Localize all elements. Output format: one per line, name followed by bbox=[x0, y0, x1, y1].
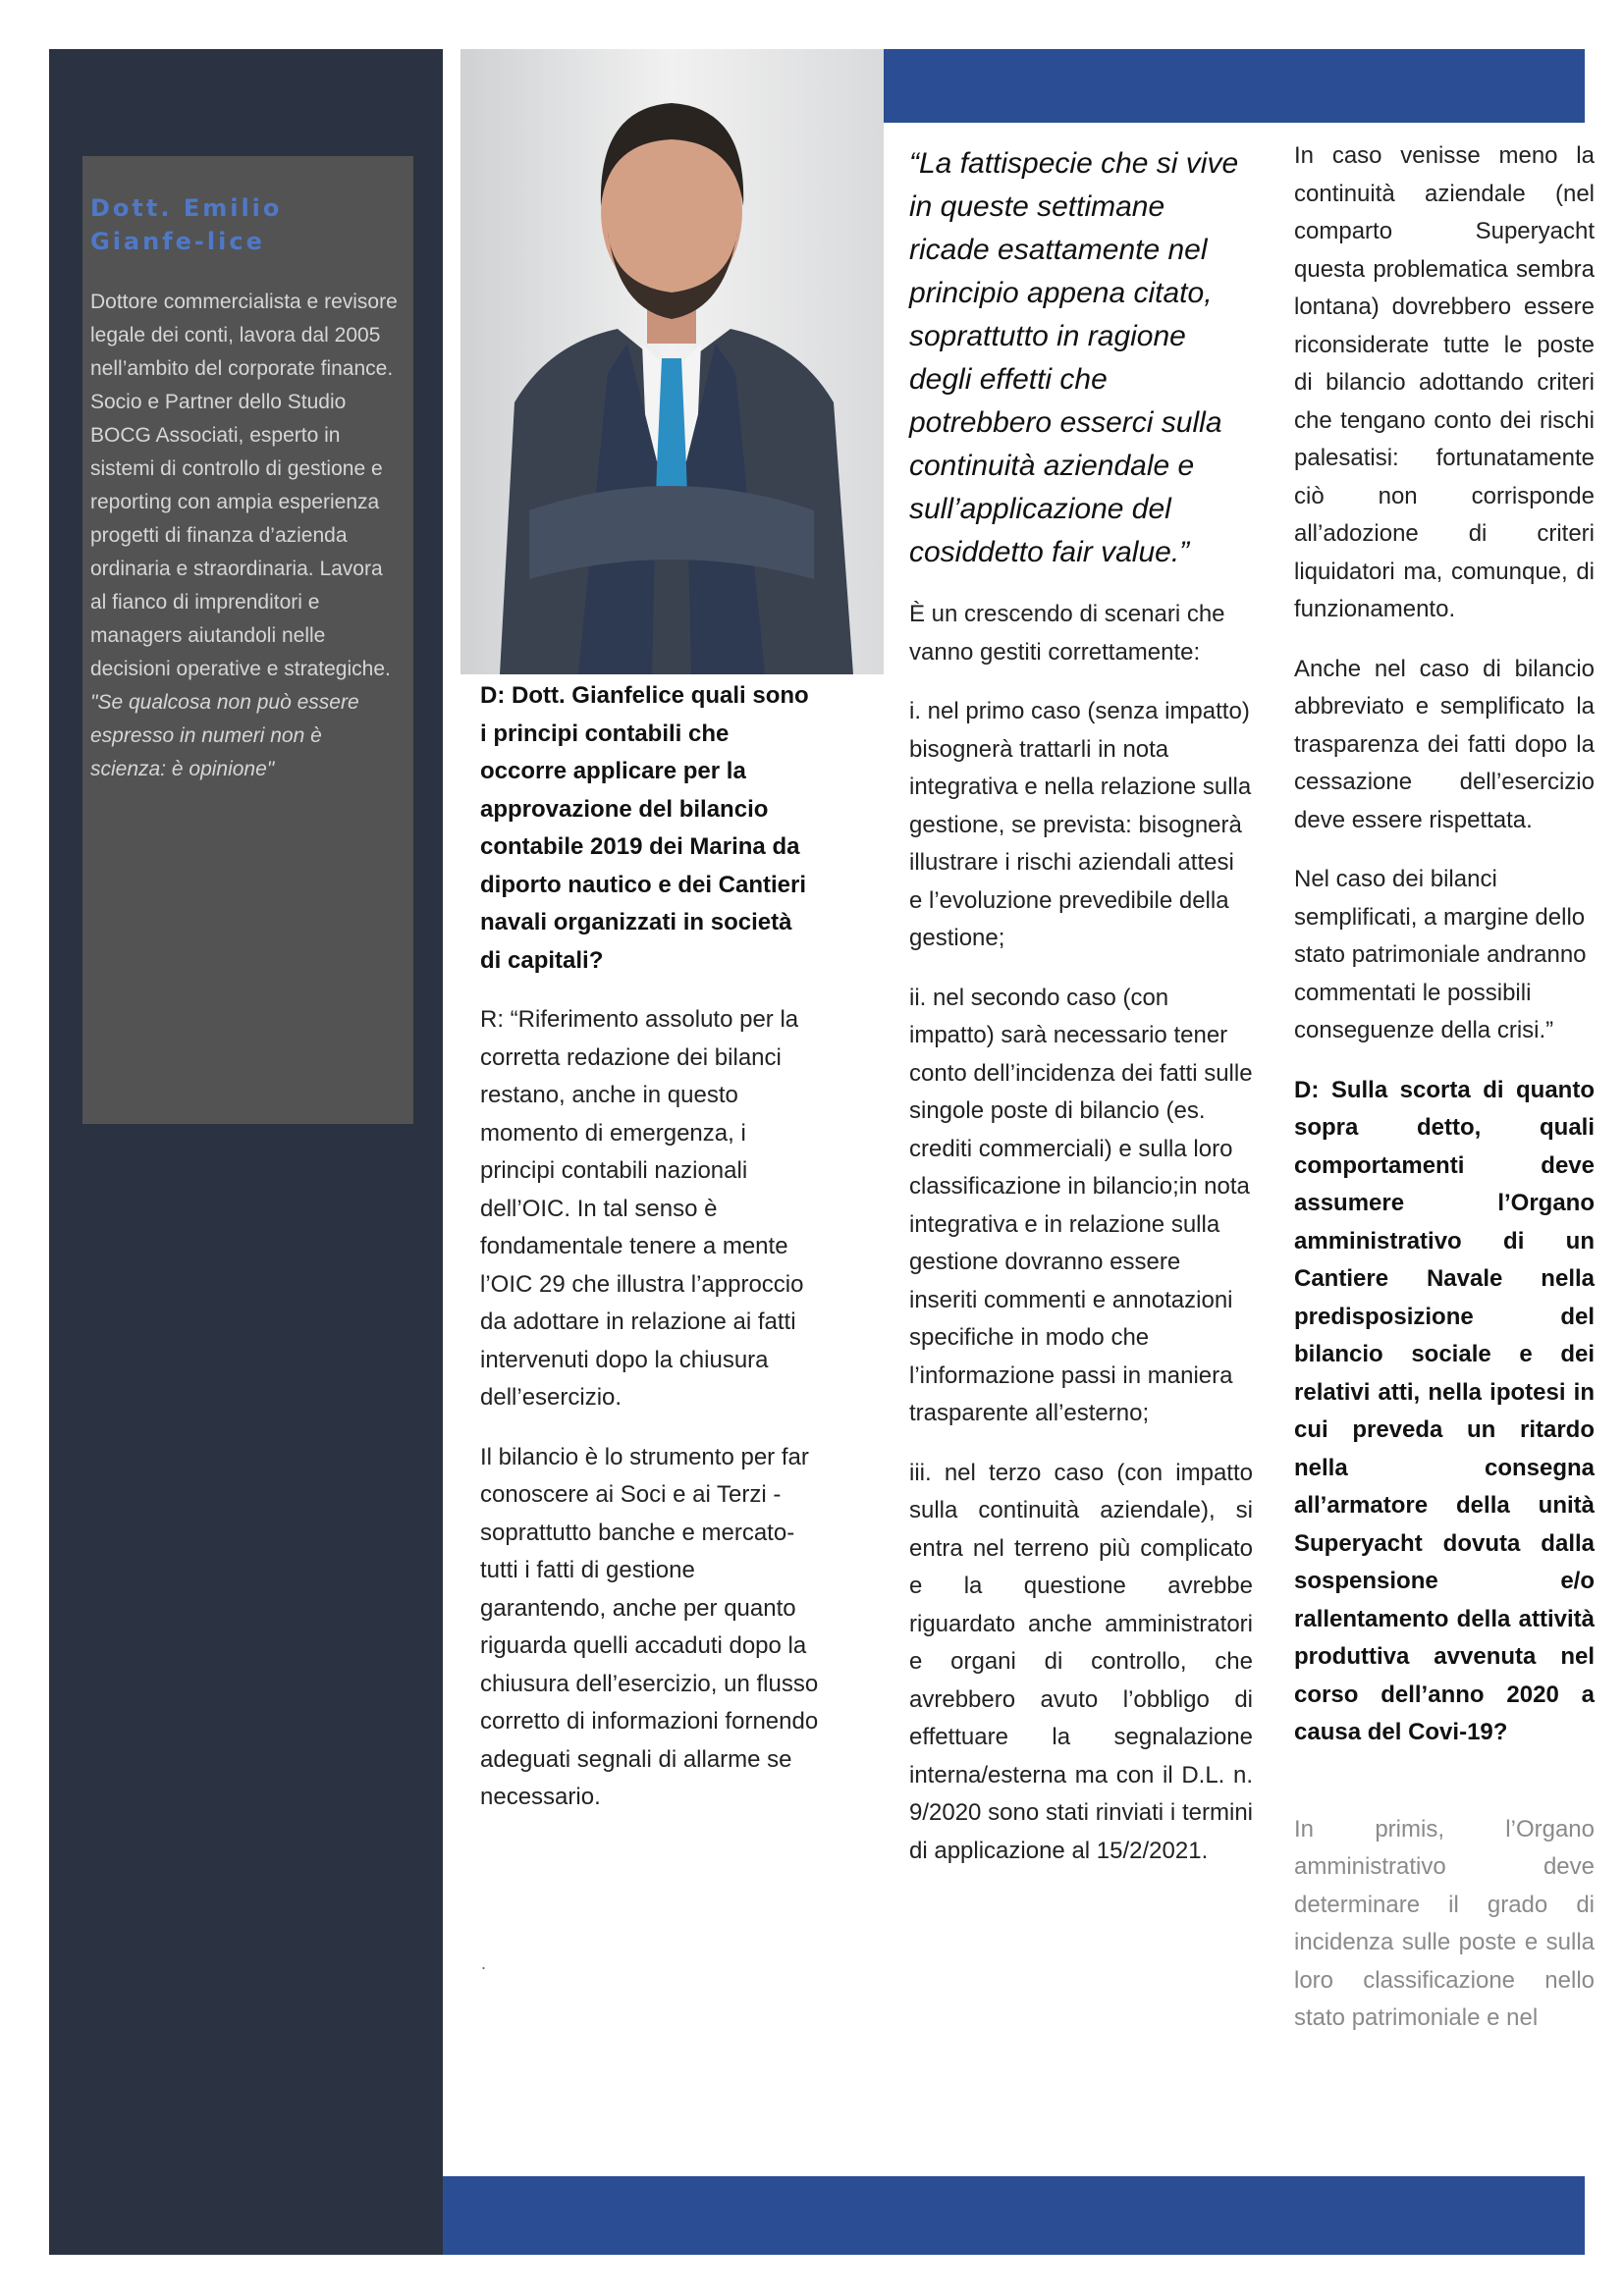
author-name: Dott. Emilio Gianfe-lice bbox=[90, 194, 283, 255]
interview-question-1: D: Dott. Gianfelice quali sono i principi contabili che occorre applicare per la approvazione del bilancio contabile 2019 dei Marina da diporto nautico e dei Cantieri navali organizzati in società di capitali? bbox=[480, 682, 809, 974]
column-1 bbox=[480, 677, 819, 1839]
author-quote: "Se qualcosa non può essere espresso in numeri non è scienza: è opinione" bbox=[90, 691, 359, 780]
scenario-item: iii. nel terzo caso (con impatto sulla continuità aziendale), si entra nel terreno più complicato e la questione avrebbe riguardato anche amministratori e organi di controllo, che avrebbero avuto l’obbligo di effettuare la segnalazione interna/esterna ma con il D.L. n. 9/2020 sono stati rinviati i termini di applicazione al 15/2/2021. bbox=[909, 1459, 1253, 1864]
header-accent-band bbox=[884, 49, 1585, 123]
answer-paragraph: Anche nel caso di bilancio abbreviato e semplificato la trasparenza dei fatti dopo la cessazione dell’esercizio deve essere rispettata. bbox=[1294, 655, 1595, 833]
answer-paragraph: Il bilancio è lo strumento per far conoscere ai Soci e ai Terzi -soprattutto banche e mercato- tutti i fatti di gestione garantendo, anche per quanto riguarda quelli accaduti dopo la chiusura dell’esercizio, un flusso corretto di informazioni fornendo adeguati segnali di allarme se necessario. bbox=[480, 1443, 819, 1810]
author-photo bbox=[460, 49, 884, 674]
stray-dot: . bbox=[481, 1953, 487, 1973]
portrait-illustration bbox=[460, 49, 884, 674]
author-bio: Dottore commercialista e revisore legale dei conti, lavora dal 2005 nell’ambito del corporate finance. Socio e Partner dello Studio BOCG Associati, esperto in sistemi di controllo di gestione e reporting con ampia esperienza progetti di finanza d’azienda ordinaria e straordinaria. Lavora al fianco di imprenditori e managers aiutandoli nelle decisioni operative e strategiche. bbox=[90, 291, 398, 680]
scenario-item: ii. nel secondo caso (con impatto) sarà necessario tener conto dell’incidenza dei fatti sulle singole poste di bilancio (es. crediti commerciali) e sulla loro classificazione in bilancio;in nota integrativa e in relazione sulla gestione dovranno essere inseriti commenti e annotazioni specifiche in modo che l’informazione passi in maniera trasparente all’esterno; bbox=[909, 984, 1253, 1426]
column-2 bbox=[909, 142, 1253, 1892]
scenario-item: i. nel primo caso (senza impatto) bisognerà trattarli in nota integrativa e nella relazione sulla gestione, se prevista: bisognerà illustrare i rischi aziendali attesi e l’evoluzione prevedibile della gestione; bbox=[909, 698, 1252, 951]
scenarios-intro: È un crescendo di scenari che vanno gestiti correttamente: bbox=[909, 601, 1225, 666]
author-bio-box bbox=[82, 156, 413, 1124]
interview-question-2: D: Sulla scorta di quanto sopra detto, quali comportamenti deve assumere l’Organo amministrativo di un Cantiere Navale nella predisposizione del bilancio sociale e dei relativi atti, nella ipotesi in cui preveda un ritardo nella consegna all’armatore della unità Superyacht dovuta dalla sospensione e/o rallentamento della attività produttiva avvenuta nel corso dell’anno 2020 a causa del Covi-19? bbox=[1294, 1076, 1595, 1745]
answer-paragraph-continued: In primis, l’Organo amministrativo deve determinare il grado di incidenza sulle poste e sulla loro classificazione nello stato patrimoniale e nel bbox=[1294, 1815, 1595, 2031]
footer-accent-band bbox=[443, 2176, 1585, 2255]
pull-quote: “La fattispecie che si vive in queste settimane ricade esattamente nel principio appena citato, soprattutto in ragione degli effetti che potrebbero esserci sulla continuità aziendale e sull’applicazione del cosiddetto fair value.” bbox=[909, 147, 1239, 568]
column-3 bbox=[1294, 137, 1595, 2059]
answer-paragraph: In caso venisse meno la continuità aziendale (nel comparto Superyacht questa problematica sembra lontana) dovrebbero essere riconsiderate tutte le poste di bilancio adottando criteri che tengano conto dei rischi palesatisi: fortunatamente ciò non corrisponde all’adozione di criteri liquidatori ma, comunque, di funzionamento. bbox=[1294, 142, 1595, 622]
answer-paragraph: Nel caso dei bilanci semplificati, a margine dello stato patrimoniale andranno commentati le possibili conseguenze della crisi.” bbox=[1294, 866, 1587, 1043]
answer-paragraph: R: “Riferimento assoluto per la corretta redazione dei bilanci restano, anche in questo momento di emergenza, i principi contabili nazionali dell’OIC. In tal senso è fondamentale tenere a mente l’OIC 29 che illustra l’approccio da adottare in relazione ai fatti intervenuti dopo la chiusura dell’esercizio. bbox=[480, 1006, 804, 1411]
